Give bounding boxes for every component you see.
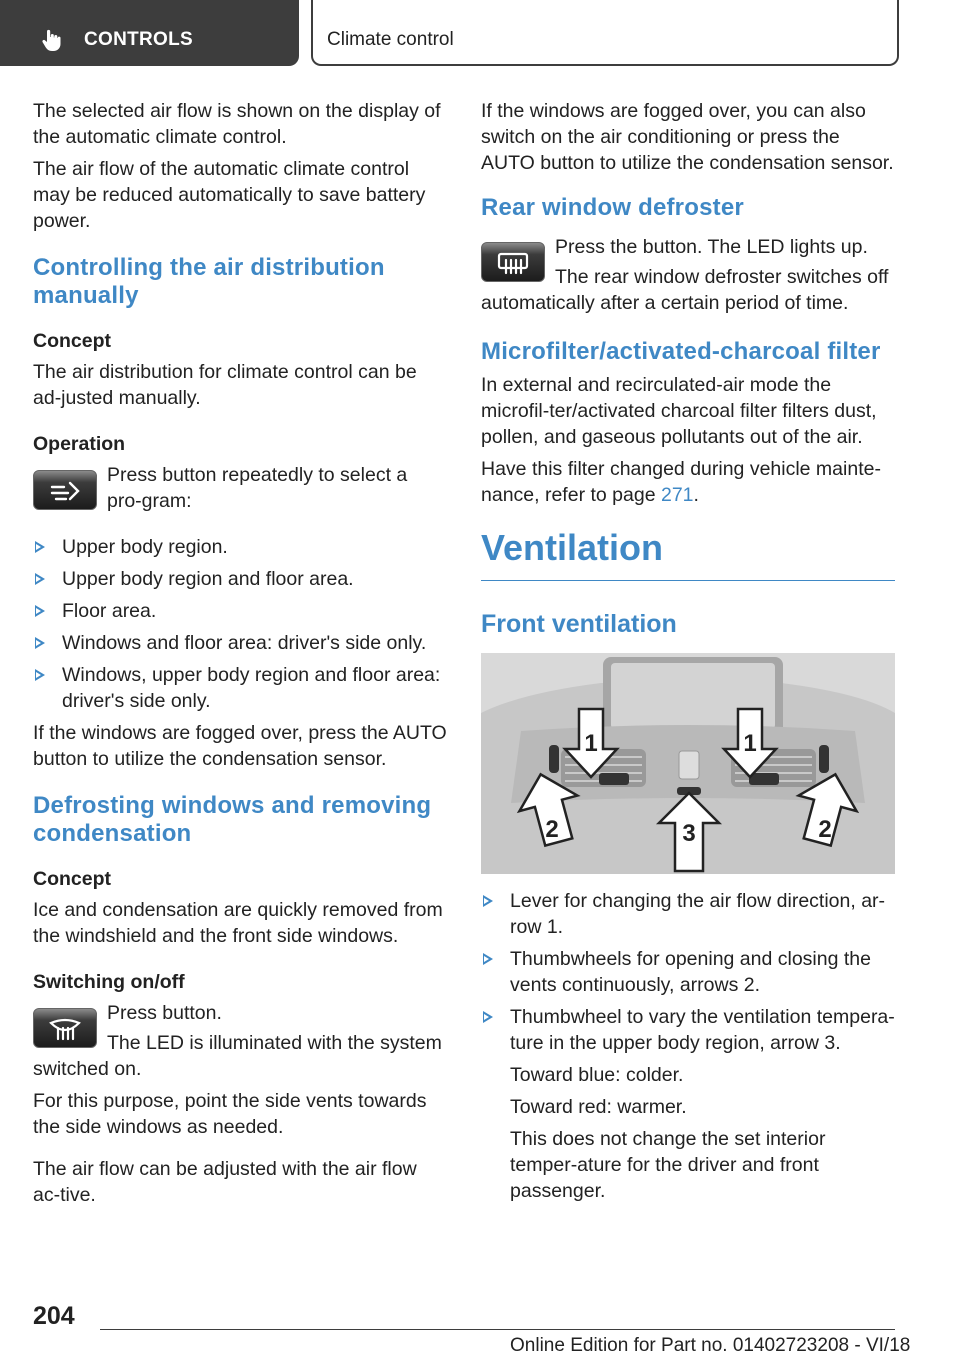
figure-label: 1 — [743, 730, 757, 757]
triangle-bullet-icon — [35, 669, 45, 681]
list-item: Floor area. — [33, 598, 447, 624]
air-distribution-button-icon — [33, 470, 97, 510]
list-item: Upper body region. — [33, 534, 447, 560]
page-number: 204 — [33, 1302, 75, 1330]
figure-label: 2 — [545, 816, 559, 843]
footer-edition: Online Edition for Part no. 01402723208 - VI/18 — [510, 1335, 911, 1356]
page-reference-link[interactable]: 271 — [660, 484, 694, 506]
paragraph: Ice and condensation are quickly removed from the windshield and the front side windows. — [33, 899, 443, 947]
triangle-bullet-icon — [35, 637, 45, 649]
right-column — [481, 98, 895, 1210]
paragraph: If the windows are fogged over, press the AUTO button to utilize the condensation sensor. — [33, 722, 447, 770]
air-distribution-row — [33, 462, 447, 522]
list-item: Thumbwheel to vary the ventilation tempera‐ture in the upper body region, arrow 3. Toward blue: colder. Toward red: warmer. This does not change the set interior temper‐ature for the driver and front passenger. — [481, 1004, 895, 1204]
list-item: Lever for changing the air flow direction, ar‐row 1. — [481, 888, 895, 940]
heading-front-ventilation: Front ventilation — [481, 610, 677, 638]
program-list — [33, 534, 447, 714]
dashboard-vents-illustration — [481, 653, 895, 874]
blue-note: Toward blue: colder. — [510, 1064, 684, 1086]
figure-label: 3 — [682, 820, 696, 847]
subheading-operation: Operation — [33, 433, 126, 455]
paragraph: The air flow can be adjusted with the air flow ac‐tive. — [33, 1158, 417, 1206]
ventilation-list — [481, 888, 895, 1204]
list-item: Upper body region and floor area. — [33, 566, 447, 592]
heading-microfilter: Microfilter/activated-charcoal filter — [481, 338, 881, 365]
front-ventilation-figure — [481, 653, 895, 874]
rear-window-defrost-button-icon — [481, 242, 545, 282]
operation-text: Press button repeatedly to select a pro‐gram: — [107, 464, 408, 512]
triangle-bullet-icon — [35, 541, 45, 553]
heading-rear-defroster: Rear window defroster — [481, 194, 744, 221]
heading-defrost: Defrosting windows and removing condensation — [33, 792, 432, 847]
paragraph: Have this filter changed during vehicle mainte‐nance, refer to page 271. — [481, 458, 881, 506]
figure-label: 2 — [818, 816, 832, 843]
triangle-bullet-icon — [483, 953, 493, 965]
press-button-text: Press button. — [107, 1002, 222, 1024]
header-bar — [0, 0, 960, 66]
subheading-concept: Concept — [33, 330, 111, 352]
paragraph: The LED is illuminated with the system switched on. — [33, 1032, 442, 1080]
heading-ventilation: Ventilation — [481, 527, 664, 568]
paragraph: The selected air flow is shown on the display of the automatic climate control. — [33, 100, 441, 148]
red-note: Toward red: warmer. — [510, 1096, 687, 1118]
temperature-note: This does not change the set interior temper‐ature for the driver and front passenger. — [510, 1128, 826, 1202]
subheading-switching: Switching on/off — [33, 971, 185, 993]
list-item: Thumbwheels for opening and closing the vents continuously, arrows 2. — [481, 946, 895, 998]
triangle-bullet-icon — [35, 605, 45, 617]
paragraph: The air flow of the automatic climate control may be reduced automatically to save battery power. — [33, 158, 426, 232]
paragraph: The air distribution for climate control can be ad‐justed manually. — [33, 361, 417, 409]
list-item: Windows, upper body region and floor area: driver's side only. — [33, 662, 447, 714]
section-tab — [311, 0, 899, 66]
triangle-bullet-icon — [483, 1011, 493, 1023]
section-title: Climate control — [327, 29, 454, 50]
left-column — [33, 98, 447, 1214]
triangle-bullet-icon — [483, 895, 493, 907]
paragraph: In external and recirculated-air mode the microfil‐ter/activated charcoal filter filters dust, pollen, and gaseous pollutants out of the air. — [481, 374, 877, 448]
list-item: Windows and floor area: driver's side only. — [33, 630, 447, 656]
footer-rule — [100, 1329, 895, 1330]
controls-tab-label: CONTROLS — [84, 29, 194, 50]
heading-rule — [481, 580, 895, 581]
rear-press-text: Press the button. The LED lights up. — [555, 236, 868, 258]
figure-label: 1 — [584, 730, 598, 757]
controls-tab[interactable] — [0, 0, 299, 66]
subheading-concept: Concept — [33, 868, 111, 890]
windshield-defrost-button-icon — [33, 1008, 97, 1048]
rear-defroster-row — [481, 234, 895, 264]
heading-air-distribution: Controlling the air distribution manually — [33, 254, 385, 309]
defrost-row — [33, 1000, 447, 1030]
triangle-bullet-icon — [35, 573, 45, 585]
paragraph: For this purpose, point the side vents towards the side windows as needed. — [33, 1090, 427, 1138]
hand-pointer-icon — [40, 28, 64, 52]
paragraph: If the windows are fogged over, you can also switch on the air conditioning or press the AUTO button to utilize the condensation sensor. — [481, 100, 894, 174]
paragraph: The rear window defroster switches off automatically after a certain period of time. — [481, 266, 889, 314]
